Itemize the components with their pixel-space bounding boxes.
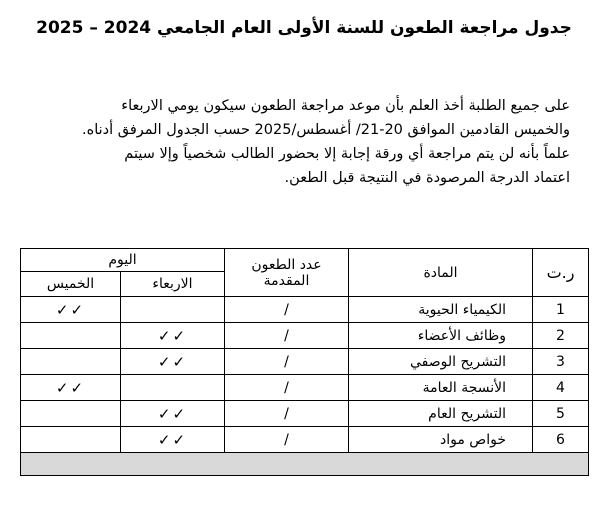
notice-line-4: اعتماد الدرجة المرصودة في النتيجة قبل الطعن. [284,170,570,186]
thursday-cell [21,323,121,349]
table-row [21,375,589,401]
header-thursday: الخميس [21,272,121,297]
thursday-cell: ✓✓ [21,375,121,401]
count-cell: / [225,427,349,453]
header-count [225,249,349,297]
wednesday-cell: ✓✓ [121,427,225,453]
header-rt: ر.ت [533,249,589,297]
header-count-line-1: عدد الطعون [251,256,322,273]
notice-paragraph [20,94,570,190]
table-row [21,297,589,323]
count-cell: / [225,401,349,427]
number-cell: 6 [533,427,589,453]
number-cell: 1 [533,297,589,323]
notice-line-3: علماً بأنه لن يتم مراجعة أي ورقة إجابة إلا بحضور الطالب شخصياً وإلا سيتم [124,146,570,162]
table-row [21,427,589,453]
subject-cell: التشريح العام [349,401,533,427]
count-cell: / [225,349,349,375]
header-day: اليوم [21,249,225,272]
header-count-line-2: المقدمة [263,272,310,289]
number-cell: 2 [533,323,589,349]
wednesday-cell: ✓✓ [121,323,225,349]
subject-cell: الكيمياء الحيوية [349,297,533,323]
table-footer-bar [21,453,589,476]
subject-cell: الأنسجة العامة [349,375,533,401]
notice-line-2: والخميس القادمين الموافق 20-21/ أغسطس/2025 حسب الجدول المرفق أدناه. [82,122,570,138]
table-row [21,323,589,349]
table-row [21,401,589,427]
document-title: جدول مراجعة الطعون للسنة الأولى العام الجامعي 2024 – 2025 [36,18,572,38]
wednesday-cell: ✓✓ [121,401,225,427]
wednesday-cell [121,375,225,401]
number-cell: 4 [533,375,589,401]
header-subject: المادة [349,249,533,297]
wednesday-cell [121,297,225,323]
schedule-table [20,248,589,476]
header-wednesday: الاربعاء [121,272,225,297]
thursday-cell [21,401,121,427]
wednesday-cell: ✓✓ [121,349,225,375]
count-cell: / [225,375,349,401]
count-cell: / [225,297,349,323]
thursday-cell [21,349,121,375]
notice-line-1: على جميع الطلبة أخذ العلم بأن موعد مراجعة الطعون سيكون يومي الاربعاء [121,98,570,114]
thursday-cell [21,427,121,453]
number-cell: 3 [533,349,589,375]
table-row [21,349,589,375]
number-cell: 5 [533,401,589,427]
subject-cell: وظائف الأعضاء [349,323,533,349]
count-cell: / [225,323,349,349]
subject-cell: التشريح الوصفي [349,349,533,375]
footer-bar-cell [21,453,589,476]
thursday-cell: ✓✓ [21,297,121,323]
subject-cell: خواص مواد [349,427,533,453]
